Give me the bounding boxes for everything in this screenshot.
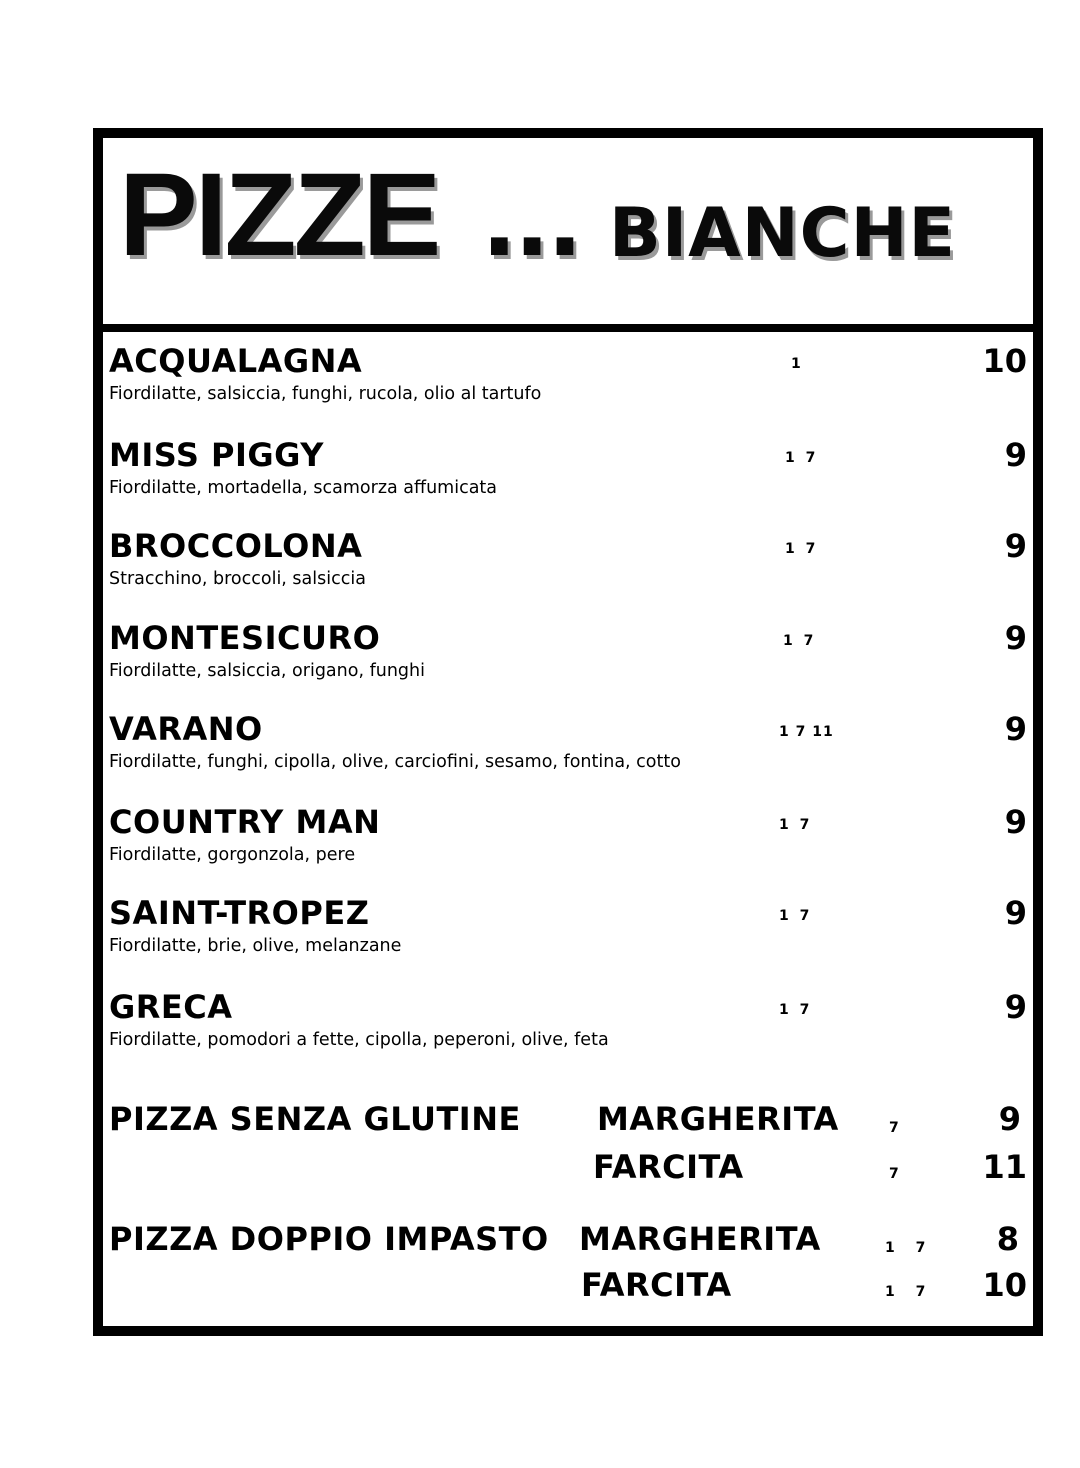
item-description: Fiordilatte, mortadella, scamorza affumicata bbox=[109, 478, 497, 498]
item-description: Fiordilatte, gorgonzola, pere bbox=[109, 845, 356, 865]
item-allergens: 1 7 bbox=[779, 908, 813, 924]
variant-allergens: 7 bbox=[889, 1166, 902, 1182]
item-description: Fiordilatte, salsiccia, funghi, rucola, olio al tartufo bbox=[109, 384, 542, 404]
special-title: PIZZA SENZA GLUTINE bbox=[109, 1100, 521, 1138]
item-price: 9 bbox=[1004, 436, 1027, 474]
item-price: 9 bbox=[1004, 803, 1027, 841]
menu-item bbox=[109, 619, 1027, 689]
item-price: 9 bbox=[1004, 527, 1027, 565]
menu-header bbox=[103, 138, 1033, 332]
item-description: Fiordilatte, salsiccia, origano, funghi bbox=[109, 661, 425, 681]
variant-name: FARCITA bbox=[581, 1266, 732, 1304]
item-name: GRECA bbox=[109, 988, 233, 1026]
menu-item bbox=[109, 894, 1027, 964]
variant-name: FARCITA bbox=[593, 1148, 744, 1186]
page-title: PIZZE bbox=[119, 149, 439, 281]
item-name: VARANO bbox=[109, 710, 263, 748]
item-price: 9 bbox=[1004, 894, 1027, 932]
item-description: Fiordilatte, funghi, cipolla, olive, carciofini, sesamo, fontina, cotto bbox=[109, 752, 681, 772]
item-allergens: 1 7 bbox=[779, 817, 813, 833]
item-name: ACQUALAGNA bbox=[109, 342, 363, 380]
special-title: PIZZA DOPPIO IMPASTO bbox=[109, 1220, 549, 1258]
item-allergens: 1 7 11 bbox=[779, 724, 834, 740]
variant-allergens: 1 7 bbox=[885, 1240, 934, 1256]
item-name: COUNTRY MAN bbox=[109, 803, 381, 841]
variant-price: 9 bbox=[998, 1100, 1021, 1138]
item-name: BROCCOLONA bbox=[109, 527, 363, 565]
variant-name: MARGHERITA bbox=[597, 1100, 839, 1138]
item-name: MONTESICURO bbox=[109, 619, 381, 657]
item-name: SAINT-TROPEZ bbox=[109, 894, 370, 932]
item-price: 10 bbox=[982, 342, 1027, 380]
menu-item bbox=[109, 988, 1027, 1058]
item-allergens: 1 bbox=[791, 356, 804, 372]
item-allergens: 1 7 bbox=[783, 633, 817, 649]
item-allergens: 1 7 bbox=[785, 450, 819, 466]
variant-price: 10 bbox=[982, 1266, 1027, 1304]
item-price: 9 bbox=[1004, 619, 1027, 657]
menu-item bbox=[109, 710, 1027, 780]
variant-name: MARGHERITA bbox=[579, 1220, 821, 1258]
item-description: Fiordilatte, pomodori a fette, cipolla, peperoni, olive, feta bbox=[109, 1030, 609, 1050]
title-ellipsis: ... bbox=[483, 149, 582, 281]
item-name: MISS PIGGY bbox=[109, 436, 324, 474]
menu-item bbox=[109, 342, 1027, 412]
item-allergens: 1 7 bbox=[779, 1002, 813, 1018]
variant-price: 8 bbox=[996, 1220, 1019, 1258]
item-description: Stracchino, broccoli, salsiccia bbox=[109, 569, 366, 589]
menu-frame bbox=[93, 128, 1043, 1336]
variant-allergens: 1 7 bbox=[885, 1284, 934, 1300]
item-allergens: 1 7 bbox=[785, 541, 819, 557]
menu-item bbox=[109, 436, 1027, 506]
variant-allergens: 7 bbox=[889, 1120, 902, 1136]
page-subtitle: BIANCHE bbox=[609, 194, 956, 273]
double-dough-section bbox=[109, 1220, 1027, 1310]
item-price: 9 bbox=[1004, 988, 1027, 1026]
item-price: 9 bbox=[1004, 710, 1027, 748]
variant-price: 11 bbox=[982, 1148, 1027, 1186]
menu-item bbox=[109, 527, 1027, 597]
item-description: Fiordilatte, brie, olive, melanzane bbox=[109, 936, 402, 956]
menu-item bbox=[109, 803, 1027, 873]
gluten-free-section bbox=[109, 1100, 1027, 1190]
